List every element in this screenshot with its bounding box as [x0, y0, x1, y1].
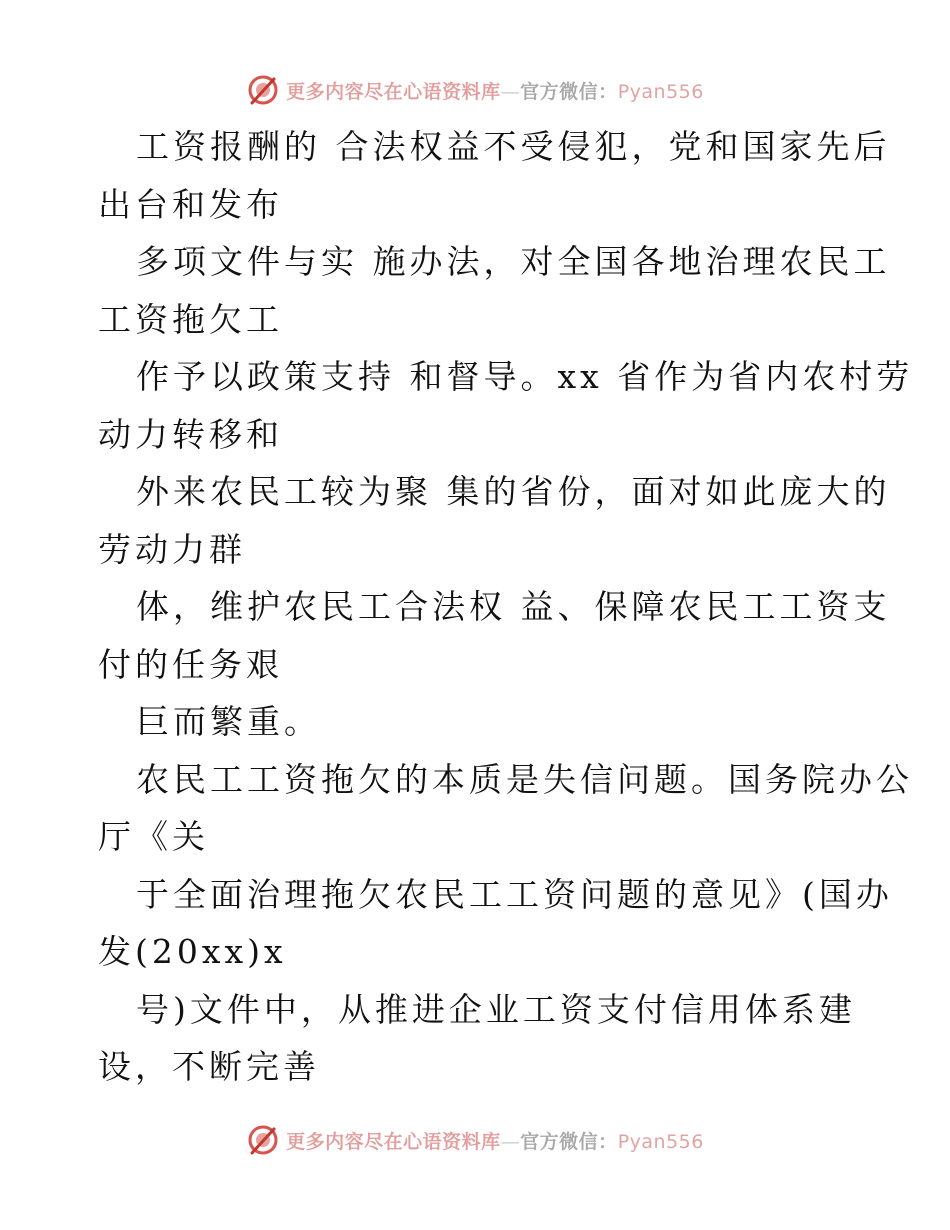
- body-line: 作予以政策支持 和督导。xx 省作为省内农村劳: [136, 357, 914, 396]
- header-banner-text: [286, 77, 704, 104]
- header-banner: [0, 70, 950, 110]
- footer-official-label: 官方微信：: [520, 1130, 618, 1153]
- body-line: 多项文件与实 施办法，对全国各地治理农民工: [136, 242, 891, 281]
- header-banner-content: [246, 73, 704, 107]
- body-line: 付的任务艰: [98, 644, 283, 684]
- footer-banner: [0, 1120, 950, 1160]
- footer-wechat-id: Pyan556: [617, 1130, 704, 1153]
- document-body: [98, 118, 914, 1096]
- body-line: 巨而繁重。: [136, 702, 321, 741]
- header-official-label: 官方微信：: [520, 80, 618, 103]
- footer-banner-content: [246, 1123, 704, 1157]
- body-line: 农民工工资拖欠的本质是失信问题。国务院办公: [136, 759, 913, 799]
- body-line: 设，不断完善: [98, 1047, 320, 1086]
- header-brand-text: 更多内容尽在心语资料库: [286, 80, 501, 103]
- header-wechat-id: Pyan556: [617, 80, 704, 103]
- brand-logo-icon: [246, 73, 280, 107]
- footer-brand-text: 更多内容尽在心语资料库: [286, 1130, 501, 1153]
- body-line: 劳动力群: [98, 529, 246, 569]
- body-line: 动力转移和: [98, 414, 283, 454]
- body-line: 出台和发布: [98, 184, 283, 224]
- body-line: 体，维护农民工合法权 益、保障农民工工资支: [136, 587, 891, 626]
- body-line: 工资拖欠工: [98, 299, 283, 339]
- body-line: 于全面治理拖欠农民工工资问题的意见》(国办: [136, 874, 893, 914]
- header-separator: —: [500, 80, 521, 103]
- body-line: 号)文件中，从推进企业工资支付信用体系建: [136, 989, 856, 1029]
- footer-banner-text: [286, 1127, 704, 1154]
- body-line: 外来农民工较为聚 集的省份，面对如此庞大的: [136, 472, 891, 511]
- body-line: 厅《关: [98, 817, 209, 856]
- brand-logo-icon: [246, 1123, 280, 1157]
- footer-separator: —: [500, 1130, 521, 1153]
- body-line: 工资报酬的 合法权益不受侵犯，党和国家先后: [136, 127, 891, 166]
- body-line: 发(20xx)x: [98, 932, 287, 971]
